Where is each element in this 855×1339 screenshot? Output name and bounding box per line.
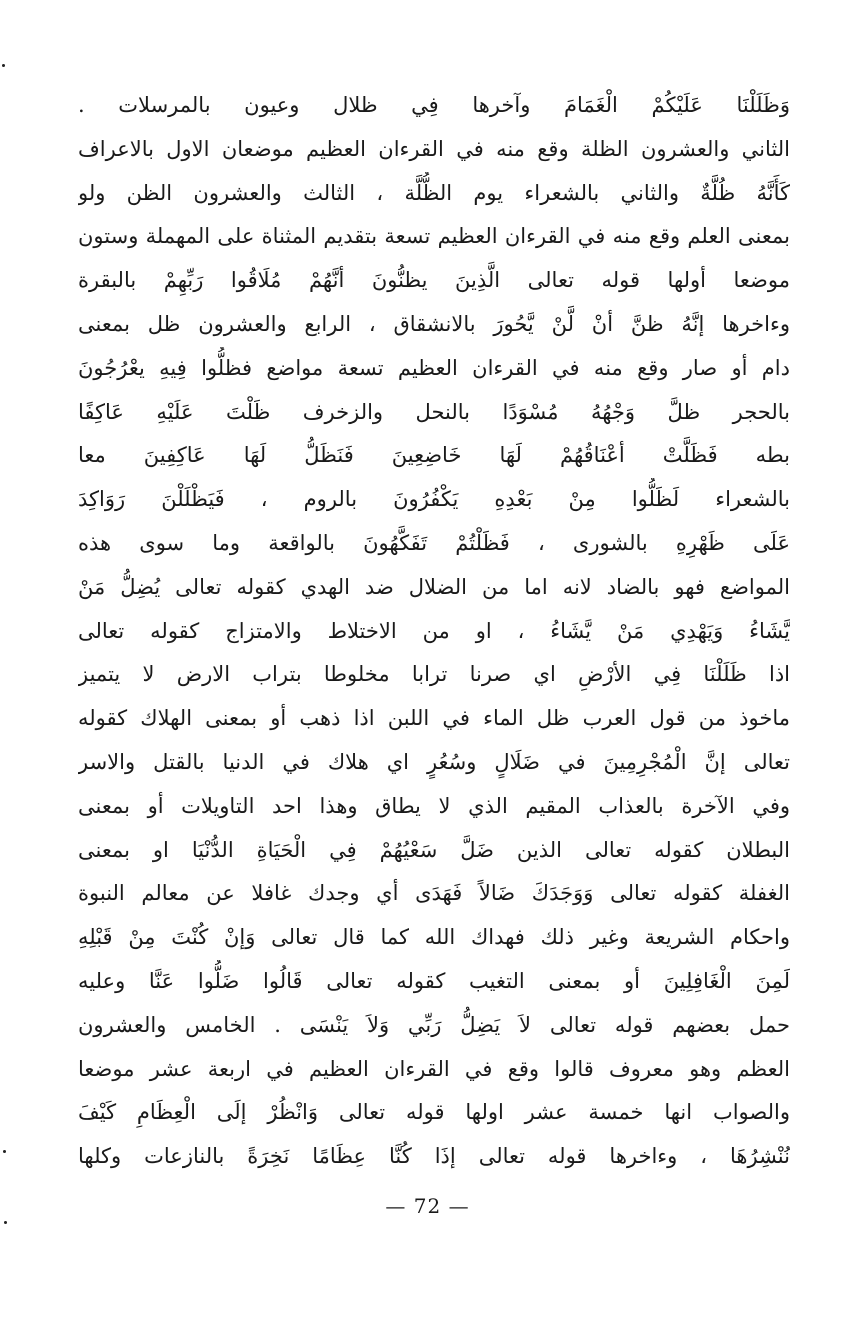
text-line: بمعنى العلم وقع منه في القرءان العظيم تسعة بتقديم المثناة على المهملة وستون [78,224,790,249]
text-line: نُنْشِرُهَا ، وءاخرها قوله تعالى إذَا كُنَّا عِظَامًا نَخِرَةً بالنازعات وكلها [78,1144,790,1169]
text-line: العظم وهو معروف قالوا وقع في القرءان العظيم في اربعة عشر موضعا [78,1056,790,1081]
text-line: دام أو صار وقع منه في القرءان العظيم تسعة مواضع فظلُّوا فِيهِ يعْرُجُونَ [78,355,790,380]
margin-speck [3,1150,6,1153]
text-line: بطه فَظَلَّتْ أعْنَاقُهُمْ لَهَا خَاضِعِينَ فَنَظَلُّ لَهَا عَاكِفِينَ معا [78,443,790,468]
page-body-text [78,84,790,1179]
text-line: واحكام الشريعة وغير ذلك فهداك الله كما قال تعالى وَإنْ كُنْتَ مِنْ قَبْلِهِ [78,925,790,950]
text-line: وَظَلَلْنَا عَلَيْكُمْ الْغَمَامَ وآخرها فِي ظلال وعيون بالمرسلات . [78,93,790,117]
text-line: حمل بعضهم قوله تعالى لاَ يَضِلُّ رَبِّي وَلاَ يَنْسَى . الخامس والعشرون [78,1012,790,1037]
text-line: ماخوذ من قول العرب ظل الماء في اللبن اذا ذهب أو بمعنى الهلاك كقوله [78,706,790,731]
text-line: والصواب انها خمسة عشر اولها قوله تعالى وَانْظُرْ إلَى الْعِظَامِ كَيْفَ [78,1100,790,1125]
text-line: الثاني والعشرون الظلة وقع منه في القرءان العظيم موضعان الاول بالاعراف [78,136,790,161]
text-line: لَمِنَ الْغَافِلِينَ أو بمعنى التغيب كقوله تعالى قَالُوا ضَلُّوا عَنَّا وعليه [78,968,790,993]
text-line: كَأَنَّهُ ظُلَّةٌ والثاني بالشعراء يوم الظُّلَّة ، الثالث والعشرون الظن ولو [78,180,790,205]
text-line: يَّشَاءُ وَيَهْدِي مَنْ يَّشَاءُ ، او من الاختلاط والامتزاج كقوله تعالى [78,618,790,643]
text-line: عَلَى ظَهْرِهِ بالشورى ، فَظَلْتُمْ تَفَكَّهُونَ بالواقعة وما سوى هذه [78,530,790,555]
text-line: تعالى إنَّ الْمُجْرِمِينَ في ضَلَالٍ وسُعُرٍ اي هلاك في الدنيا بالقتل والاسر [78,749,790,774]
text-line: وفي الآخرة بالعذاب المقيم الذي لا يطاق وهذا احد التاويلات أو بمعنى [78,793,790,818]
text-line: بالشعراء لَظَلُّوا مِنْ بَعْدِهِ يَكْفُرُونَ بالروم ، فَيَظْلَلْنَ رَوَاكِدَ [78,487,790,512]
text-line: موضعا أولها قوله تعالى الَّذِينَ يظنُّونَ أنَّهُمْ مُلَاقُوا رَبِّهِمْ بالبقرة [78,268,790,293]
text-line: وءاخرها إنَّهُ ظنَّ أنْ لَّنْ يَّحُورَ بالانشقاق ، الرابع والعشرون ظل بمعنى [78,311,790,336]
margin-speck [2,64,5,67]
text-line: بالحجر ظلَّ وَجْهُهُ مُسْوَدًا بالنحل والزخرف ظَلْتَ عَلَيْهِ عَاكِفًا [78,399,790,424]
text-line: اذا ظَلَلْنَا فِي الأرْضِ اي صرنا ترابا مخلوطا بتراب الارض لا يتميز [78,662,790,687]
text-line: المواضع فهو بالضاد لانه اما من الضلال ضد الهدي كقوله تعالى يُضِلُّ مَنْ [78,574,790,599]
text-line: البطلان كقوله تعالى الذين ضَلَّ سَعْيُهُمْ فِي الْحَيَاةِ الدُّنْيَا او بمعنى [78,837,790,862]
page-number: — 72 — [385,1194,470,1218]
text-line: الغفلة كقوله تعالى وَوَجَدَكَ ضَالاً فَهَدَى أي وجدك غافلا عن معالم النبوة [78,881,790,906]
margin-speck [4,1221,7,1224]
